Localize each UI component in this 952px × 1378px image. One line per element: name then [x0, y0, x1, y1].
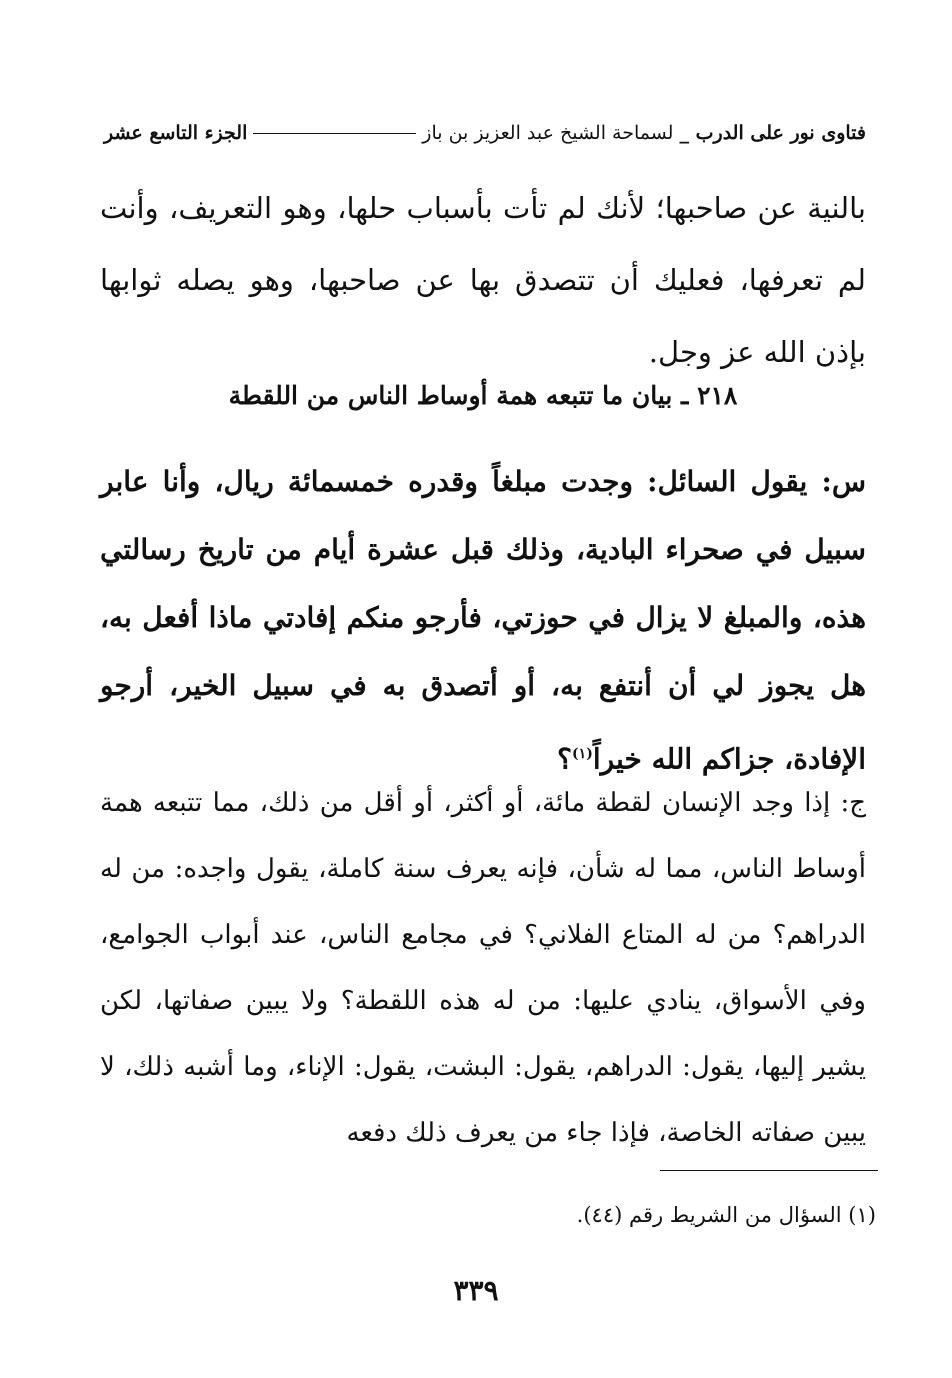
book-title: فتاوى نور على الدرب _ [679, 122, 866, 144]
footnote: (١) السؤال من الشريط رقم (٤٤). [576, 1203, 876, 1227]
header-book-title [422, 122, 866, 144]
intro-paragraph: بالنية عن صاحبها؛ لأنك لم تأت بأسباب حلها، وهو التعريف، وأنت لم تعرفها، فعليك أن تتصدق بها عن صاحبها، وهو يصله ثوابها بإذن الله عز وجل. [100, 191, 866, 369]
running-header [104, 118, 866, 148]
section-heading: ٢١٨ ـ بيان ما تتبعه همة أوساط الناس من اللقطة [228, 381, 738, 410]
author-name: لسماحة الشيخ عبد العزيز بن باز [422, 122, 674, 144]
volume-label: الجزء التاسع عشر [104, 122, 248, 144]
question-paragraph [100, 448, 866, 793]
question-text: س: يقول السائل: وجدت مبلغاً وقدره خمسمائة ريال، وأنا عابر سبيل في صحراء البادية، وذلك قبل عشرة أيام من تاريخ رسالتي هذه، والمبلغ لا يزال في حوزتي، فأرجو منكم إفادتي ماذا أفعل به، هل يجوز لي أن أنتفع به، أو أتصدق به في سبيل الخير، أرجو الإفادة، جزاكم الله خيراً [100, 465, 866, 776]
footnote-marker: (١) [572, 746, 593, 762]
header-rule [253, 133, 416, 134]
page-number: ٣٣٩ [453, 1274, 499, 1307]
answer-paragraph: ج: إذا وجد الإنسان لقطة مائة، أو أكثر، أو أقل من ذلك، مما تتبعه همة أوساط الناس، مما له شأن، فإنه يعرف سنة كاملة، يقول واجده: من له الدراهم؟ من له المتاع الفلاني؟ في مجامع الناس، عند أبواب الجوامع، وفي الأسواق، ينادي عليها: من له هذه اللقطة؟ ولا يبين صفاتها، لكن يشير إليها، يقول: الدراهم، يقول: البشت، يقول: الإناء، وما أشبه ذلك، لا يبين صفاته الخاصة، فإذا جاء من يعرف ذلك دفعه [100, 788, 866, 1148]
question-end: ؟ [557, 742, 573, 776]
footnote-rule [660, 1170, 878, 1171]
